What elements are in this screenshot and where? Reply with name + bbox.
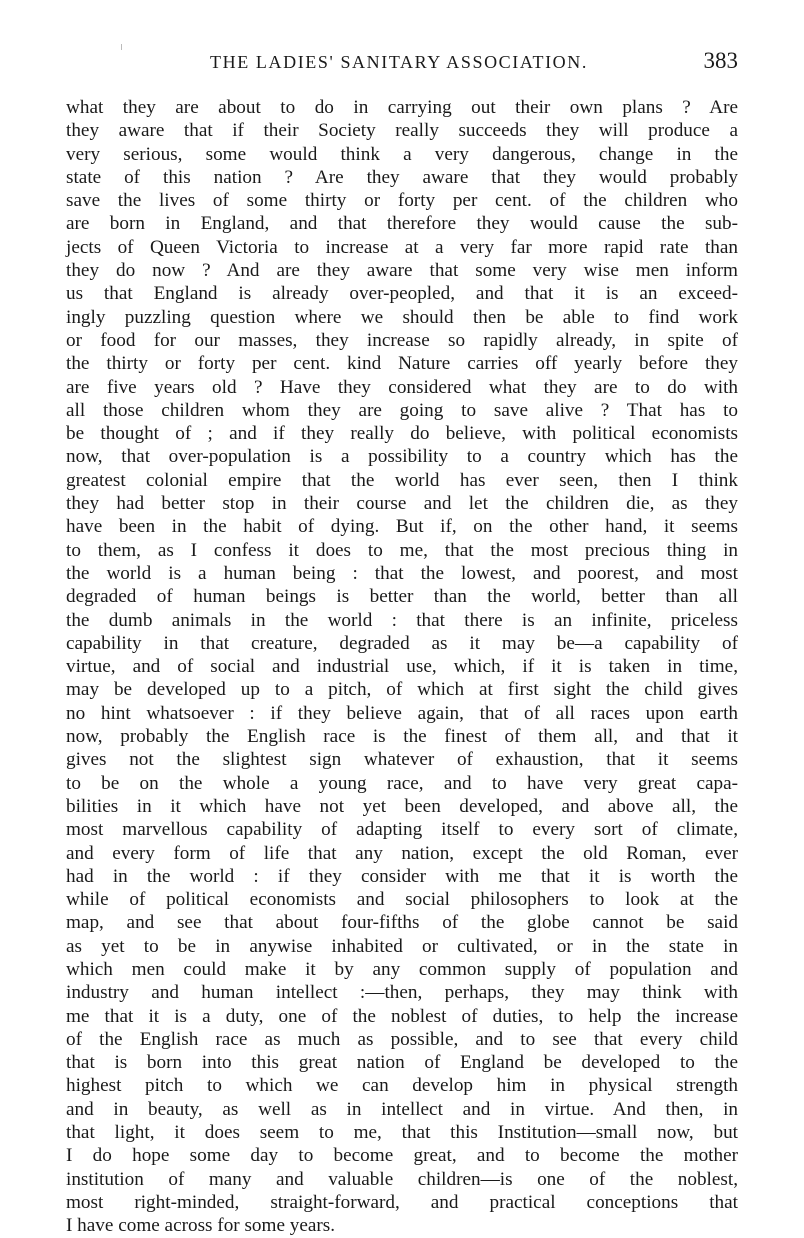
text-line: are born in England, and that therefore they would cause the sub- xyxy=(66,213,738,235)
text-line: virtue, and of social and industrial use, which, if it is taken in time, xyxy=(66,656,738,678)
text-line: very serious, some would think a very dangerous, change in the xyxy=(66,143,738,165)
text-line: I have come across for some years. xyxy=(66,1215,336,1237)
text-line: the dumb animals in the world : that there is an infinite, priceless xyxy=(66,609,738,631)
text-line: which men could make it by any common supply of population and xyxy=(66,958,738,980)
text-line: to them, as I confess it does to me, that the most precious thing in xyxy=(66,539,738,561)
text-line: may be developed up to a pitch, of which at first sight the child gives xyxy=(66,679,738,701)
text-line: most right-minded, straight-forward, and practical conceptions that xyxy=(66,1191,738,1213)
text-line: me that it is a duty, one of the noblest of duties, to help the increase xyxy=(66,1005,738,1027)
text-line: us that England is already over-peopled, and that it is an exceed- xyxy=(66,283,738,305)
text-line: all those children whom they are going to save alive ? That has to xyxy=(66,399,738,421)
text-line: most marvellous capability of adapting itself to every sort of climate, xyxy=(66,819,738,841)
text-line: as yet to be in anywise inhabited or cultivated, or in the state in xyxy=(66,935,738,957)
text-line: map, and see that about four-fifths of the globe cannot be said xyxy=(66,912,738,934)
running-head xyxy=(60,48,738,76)
running-title: THE LADIES' SANITARY ASSOCIATION. xyxy=(210,52,588,72)
text-line: jects of Queen Victoria to increase at a very far more rapid rate than xyxy=(66,236,738,258)
text-line: greatest colonial empire that the world has ever seen, then I think xyxy=(66,469,738,491)
page-number: 383 xyxy=(703,48,738,73)
text-line: that is born into this great nation of England be developed to the xyxy=(66,1052,738,1074)
text-line: to be on the whole a young race, and to have very great capa- xyxy=(66,772,738,794)
text-line: that light, it does seem to me, that this Institution—small now, but xyxy=(66,1122,738,1144)
text-line: now, probably the English race is the finest of them all, and that it xyxy=(66,726,738,748)
body-text xyxy=(66,96,738,1238)
text-line: save the lives of some thirty or forty per cent. of the children who xyxy=(66,190,738,212)
text-line: institution of many and valuable children—is one of the noblest, xyxy=(66,1168,738,1190)
text-line: and in beauty, as well as in intellect and in virtue. And then, in xyxy=(66,1098,738,1120)
text-line: are five years old ? Have they considered what they are to do with xyxy=(66,376,738,398)
text-line: of the English race as much as possible, and to see that every child xyxy=(66,1028,738,1050)
text-line: they aware that if their Society really succeeds they will produce a xyxy=(66,120,738,142)
text-line: industry and human intellect :—then, perhaps, they may think with xyxy=(66,982,738,1004)
text-line: had in the world : if they consider with me that it is worth the xyxy=(66,865,738,887)
text-line: bilities in it which have not yet been developed, and above all, the xyxy=(66,795,738,817)
text-line: and every form of life that any nation, except the old Roman, ever xyxy=(66,842,738,864)
text-line: the thirty or forty per cent. kind Nature carries off yearly before they xyxy=(66,353,738,375)
text-line: state of this nation ? Are they aware that they would probably xyxy=(66,166,738,188)
text-line: while of political economists and social philosophers to look at the xyxy=(66,889,738,911)
text-line: they do now ? And are they aware that some very wise men inform xyxy=(66,260,738,282)
text-line: now, that over-population is a possibility to a country which has the xyxy=(66,446,738,468)
text-line: degraded of human beings is better than the world, better than all xyxy=(66,586,738,608)
text-line: or food for our masses, they increase so rapidly already, in spite of xyxy=(66,329,738,351)
text-line: no hint whatsoever : if they believe again, that of all races upon earth xyxy=(66,702,738,724)
text-line: they had better stop in their course and let the children die, as they xyxy=(66,493,738,515)
text-line: ingly puzzling question where we should then be able to find work xyxy=(66,306,738,328)
text-line: highest pitch to which we can develop him in physical strength xyxy=(66,1075,738,1097)
text-line: gives not the slightest sign whatever of exhaustion, that it seems xyxy=(66,749,738,771)
text-line: I do hope some day to become great, and to become the mother xyxy=(66,1145,738,1167)
text-line: the world is a human being : that the lowest, and poorest, and most xyxy=(66,562,738,584)
text-line: be thought of ; and if they really do believe, with political economists xyxy=(66,423,738,445)
text-line: have been in the habit of dying. But if, on the other hand, it seems xyxy=(66,516,738,538)
text-line: what they are about to do in carrying out their own plans ? Are xyxy=(66,97,738,118)
text-line: capability in that creature, degraded as it may be—a capability of xyxy=(66,632,738,654)
